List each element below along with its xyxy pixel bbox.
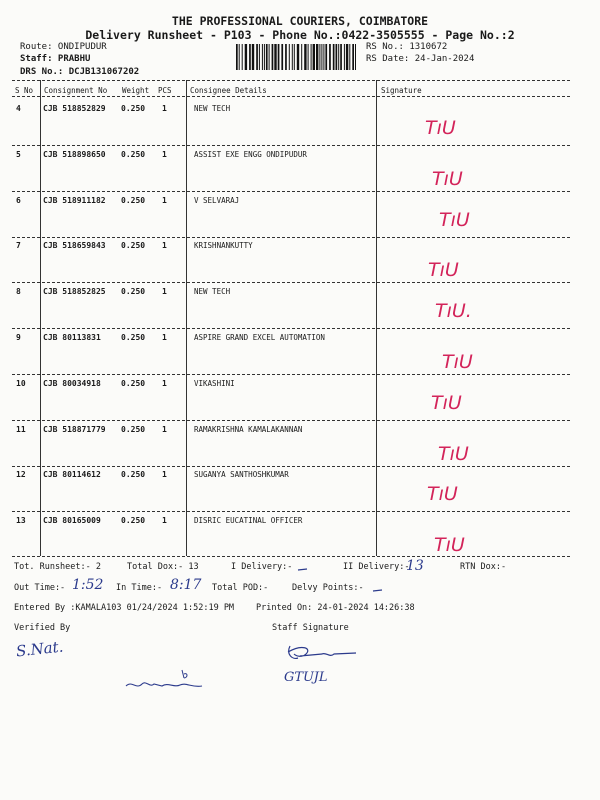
route-label: Route: ONDIPUDUR [20,42,107,52]
out-time: Out Time:- [14,583,66,593]
row-weight: 0.250 [121,333,146,342]
col-header-weight: Weight [122,86,150,95]
col-header-sno: S No [15,86,34,95]
company-title: THE PROFESSIONAL COURIERS, COIMBATORE [171,14,429,28]
total-runsheet: Tot. Runsheet:- 2 [14,562,101,572]
row-separator [12,374,570,375]
row-consignee: RAMAKRISHNA KAMALAKANNAN [194,424,303,434]
col-header-consignment: Consignment No [44,86,108,95]
row-weight: 0.250 [121,195,146,205]
row-weight: 0.250 [121,516,146,526]
row-weight: 0.250 [121,378,146,388]
i-delivery-mark [297,566,309,572]
row-consignment: CJB 80114612 [43,470,101,480]
row-weight: 0.250 [121,104,146,113]
barcode-bar [352,44,354,70]
barcode-bar [269,44,270,70]
row-consignment: CJB 518911182 [43,195,106,205]
barcode-bar [338,44,339,70]
row-pcs: 1 [162,516,167,526]
barcode-bar [281,44,283,70]
barcode-bar [321,44,322,70]
verified-by-label: Verified By [14,623,71,633]
row-separator [12,420,570,421]
row-signature: TıU [439,208,470,231]
row-weight: 0.250 [121,241,146,251]
barcode-bar [336,44,338,70]
out-time-handwritten: 1:52 [72,577,104,593]
row-sno: 5 [16,149,21,159]
barcode-bar [242,44,243,70]
row-consignment: CJB 518871779 [43,424,106,434]
col-header-consignee: Consignee Details [190,86,267,95]
row-pcs: 1 [162,104,167,113]
row-consignee: DISRIC EUCATINAL OFFICER [194,516,303,526]
ii-delivery: II Delivery:- [343,562,410,572]
row-signature: TıU [425,117,456,139]
total-dox: Total Dox:- 13 [127,562,199,572]
column-divider [186,80,187,556]
row-signature: TıU [432,167,463,190]
barcode-bar [289,44,290,70]
row-weight: 0.250 [121,287,146,297]
barcode-bar [264,44,265,70]
row-pcs: 1 [162,149,167,159]
col-header-signature: Signature [381,86,422,95]
barcode-bar [311,44,312,70]
row-consignment: CJB 80113831 [43,333,101,342]
totals-rule [12,556,570,557]
row-consignment: CJB 80034918 [43,378,101,388]
delvy-points: Delvy Points:- [292,583,364,593]
row-consignee: VIKASHINI [194,378,235,388]
row-signature: TıU [427,483,458,506]
staff-name-handwritten: GTUJL [284,670,328,685]
row-consignee: V SELVARAJ [194,195,240,205]
ii-delivery-handwritten: 13 [406,558,424,574]
barcode-bar [249,44,251,70]
barcode-bar [319,44,320,70]
row-sno: 9 [16,333,21,342]
row-separator [12,328,570,329]
row-consignment: CJB 518852825 [43,287,106,297]
row-weight: 0.250 [121,470,146,480]
barcode-bar [266,44,268,70]
row-pcs: 1 [162,195,167,205]
row-consignee: ASPIRE GRAND EXCEL AUTOMATION [194,333,325,342]
barcode-bar [329,44,331,70]
column-divider [376,80,377,556]
row-weight: 0.250 [121,149,146,159]
drs-number: DRS No.: DCJB131067202 [20,67,140,77]
barcode-bar [239,44,240,70]
staff-signature-label: Staff Signature [272,623,349,633]
barcode-bar [304,44,306,70]
delvy-points-mark [372,587,384,593]
barcode-bar [308,44,309,70]
runsheet-title: Delivery Runsheet - P103 - Phone No.:0422-3505555 - Page No.:2 [85,28,515,42]
row-pcs: 1 [162,470,167,480]
total-pod: Total POD:- [212,583,269,593]
entered-by: Entered By :KAMALA103 01/24/2024 1:52:19 PM [14,603,235,613]
row-consignment: CJB 518659843 [43,241,106,251]
barcode-bar [325,44,327,70]
table-top-rule [12,80,570,81]
row-sno: 4 [16,104,21,113]
row-signature: TıU [431,391,462,414]
row-separator [12,466,570,467]
row-consignment: CJB 518898650 [43,149,106,159]
row-pcs: 1 [162,424,167,434]
barcode-bar [313,44,315,70]
in-time-handwritten: 8:17 [170,577,202,593]
barcode-bar [316,44,318,70]
barcode-bar [344,44,345,70]
row-consignee: NEW TECH [194,104,231,113]
row-separator [12,511,570,512]
row-pcs: 1 [162,378,167,388]
row-sno: 11 [16,424,26,434]
row-pcs: 1 [162,333,167,342]
row-separator [12,237,570,238]
row-signature: TıU [434,534,465,557]
barcode-bar [285,44,287,70]
verified-signature: S.Nat. [15,637,65,661]
barcode-bar [333,44,335,70]
row-separator [12,145,570,146]
row-sno: 6 [16,195,21,205]
rs-number: RS No.: 1310672 [366,42,448,52]
row-consignment: CJB 80165009 [43,516,101,526]
row-sno: 7 [16,241,21,251]
row-signature: TıU [428,259,459,282]
row-sno: 10 [16,378,26,388]
barcode-bar [259,44,260,70]
barcode [236,44,358,70]
rs-date: RS Date: 24-Jan-2024 [366,54,475,64]
barcode-bar [236,44,238,70]
barcode-bar [245,44,247,70]
row-sno: 12 [16,470,26,480]
barcode-bar [294,44,295,70]
barcode-bar [274,44,276,70]
barcode-bar [340,44,342,70]
barcode-bar [355,44,356,70]
barcode-bar [301,44,302,70]
row-consignee: ASSIST EXE ENGG ONDIPUDUR [194,149,307,159]
row-consignee: SUGANYA SANTHOSHKUMAR [194,470,289,480]
row-consignee: KRISHNANKUTTY [194,241,253,251]
barcode-bar [297,44,299,70]
row-consignee: NEW TECH [194,287,231,297]
barcode-bar [272,44,274,70]
staff-label: Staff: PRABHU [20,54,91,64]
row-sno: 8 [16,287,21,297]
barcode-bar [292,44,293,70]
in-time: In Time:- [116,583,163,593]
barcode-bar [323,44,324,70]
row-separator [12,282,570,283]
table-header-rule [12,96,570,97]
barcode-bar [278,44,280,70]
row-consignment: CJB 518852829 [43,104,106,113]
row-signature: TıU. [435,300,472,323]
row-signature: TıU [442,351,473,373]
row-pcs: 1 [162,241,167,251]
row-signature: TıU [438,442,469,465]
column-divider [40,80,41,556]
row-weight: 0.250 [121,424,146,434]
barcode-bar [256,44,258,70]
barcode-bar [346,44,348,70]
i-delivery: I Delivery:- [231,562,293,572]
barcode-bar [349,44,350,70]
row-sno: 13 [16,516,26,526]
barcode-bar [252,44,254,70]
printed-on: Printed On: 24-01-2024 14:26:38 [256,603,415,613]
staff-signature-scribble [282,640,362,668]
col-header-pcs: PCS [158,86,172,95]
verifier-signature-scribble [122,664,212,698]
rtn-dox: RTN Dox:- [460,562,507,572]
row-pcs: 1 [162,287,167,297]
barcode-bar [262,44,263,70]
row-separator [12,191,570,192]
